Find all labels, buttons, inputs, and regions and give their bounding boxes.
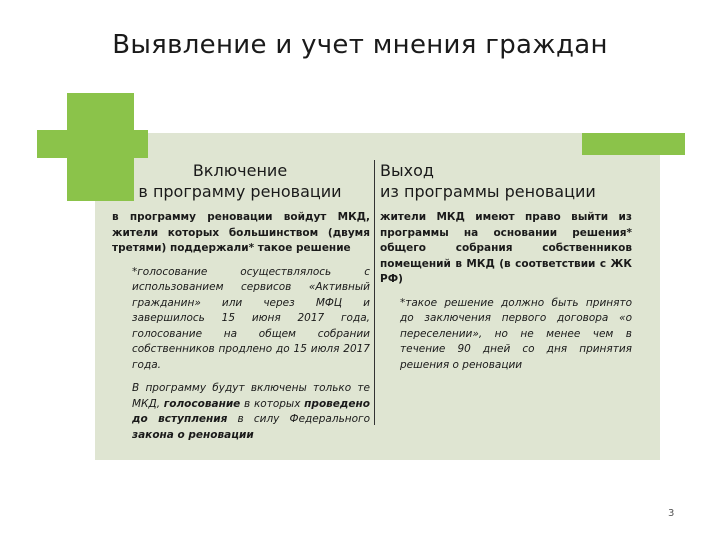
left-note-text: *голосование осуществлялось с использованием сервисов «Активный гражданин» или через МФЦ и завершилось 15 июня 2017 года, голосование на общем собрании собственников продлено до 15 июля 2017 года.	[132, 265, 370, 371]
column-divider	[374, 160, 375, 425]
left-extra-bold1: голосование	[163, 397, 241, 410]
left-heading-line1: Включение	[192, 161, 288, 180]
left-main-text: в программу реновации войдут МКД, жители которых большинством (двумя третями) поддержали* такое решение	[112, 211, 370, 254]
decorative-bar	[582, 133, 685, 155]
left-extra-bold3: закона о реновации	[132, 428, 254, 441]
left-column-heading	[110, 160, 370, 202]
left-extra-text	[112, 381, 370, 443]
left-extra-part1: В программу будут включены только те МКД,	[132, 382, 370, 410]
right-column-heading	[380, 160, 650, 202]
right-column	[380, 210, 632, 373]
plus-icon-horizontal	[37, 130, 148, 158]
right-note-text: *такое решение должно быть принято до заключения первого договора «о переселении», но не менее чем в течение 90 дней со дня принятия решения о реновации	[400, 296, 632, 371]
right-main-text: жители МКД имеют право выйти из программы на основании решения* общего собрания собственников помещений в МКД (в соответствии с ЖК РФ)	[380, 211, 632, 285]
right-heading-line2: из программы реновации	[380, 182, 596, 201]
left-extra-bold2: проведено до вступления	[132, 397, 370, 425]
left-extra-part2: в которых	[240, 397, 305, 410]
page-number: 3	[668, 508, 675, 519]
page-title: Выявление и учет мнения граждан	[112, 30, 608, 60]
left-heading-line2: в программу реновации	[138, 182, 342, 201]
left-extra-part3: в силу Федерального	[227, 413, 370, 425]
right-heading-line1: Выход	[380, 161, 434, 180]
left-column	[112, 210, 370, 443]
